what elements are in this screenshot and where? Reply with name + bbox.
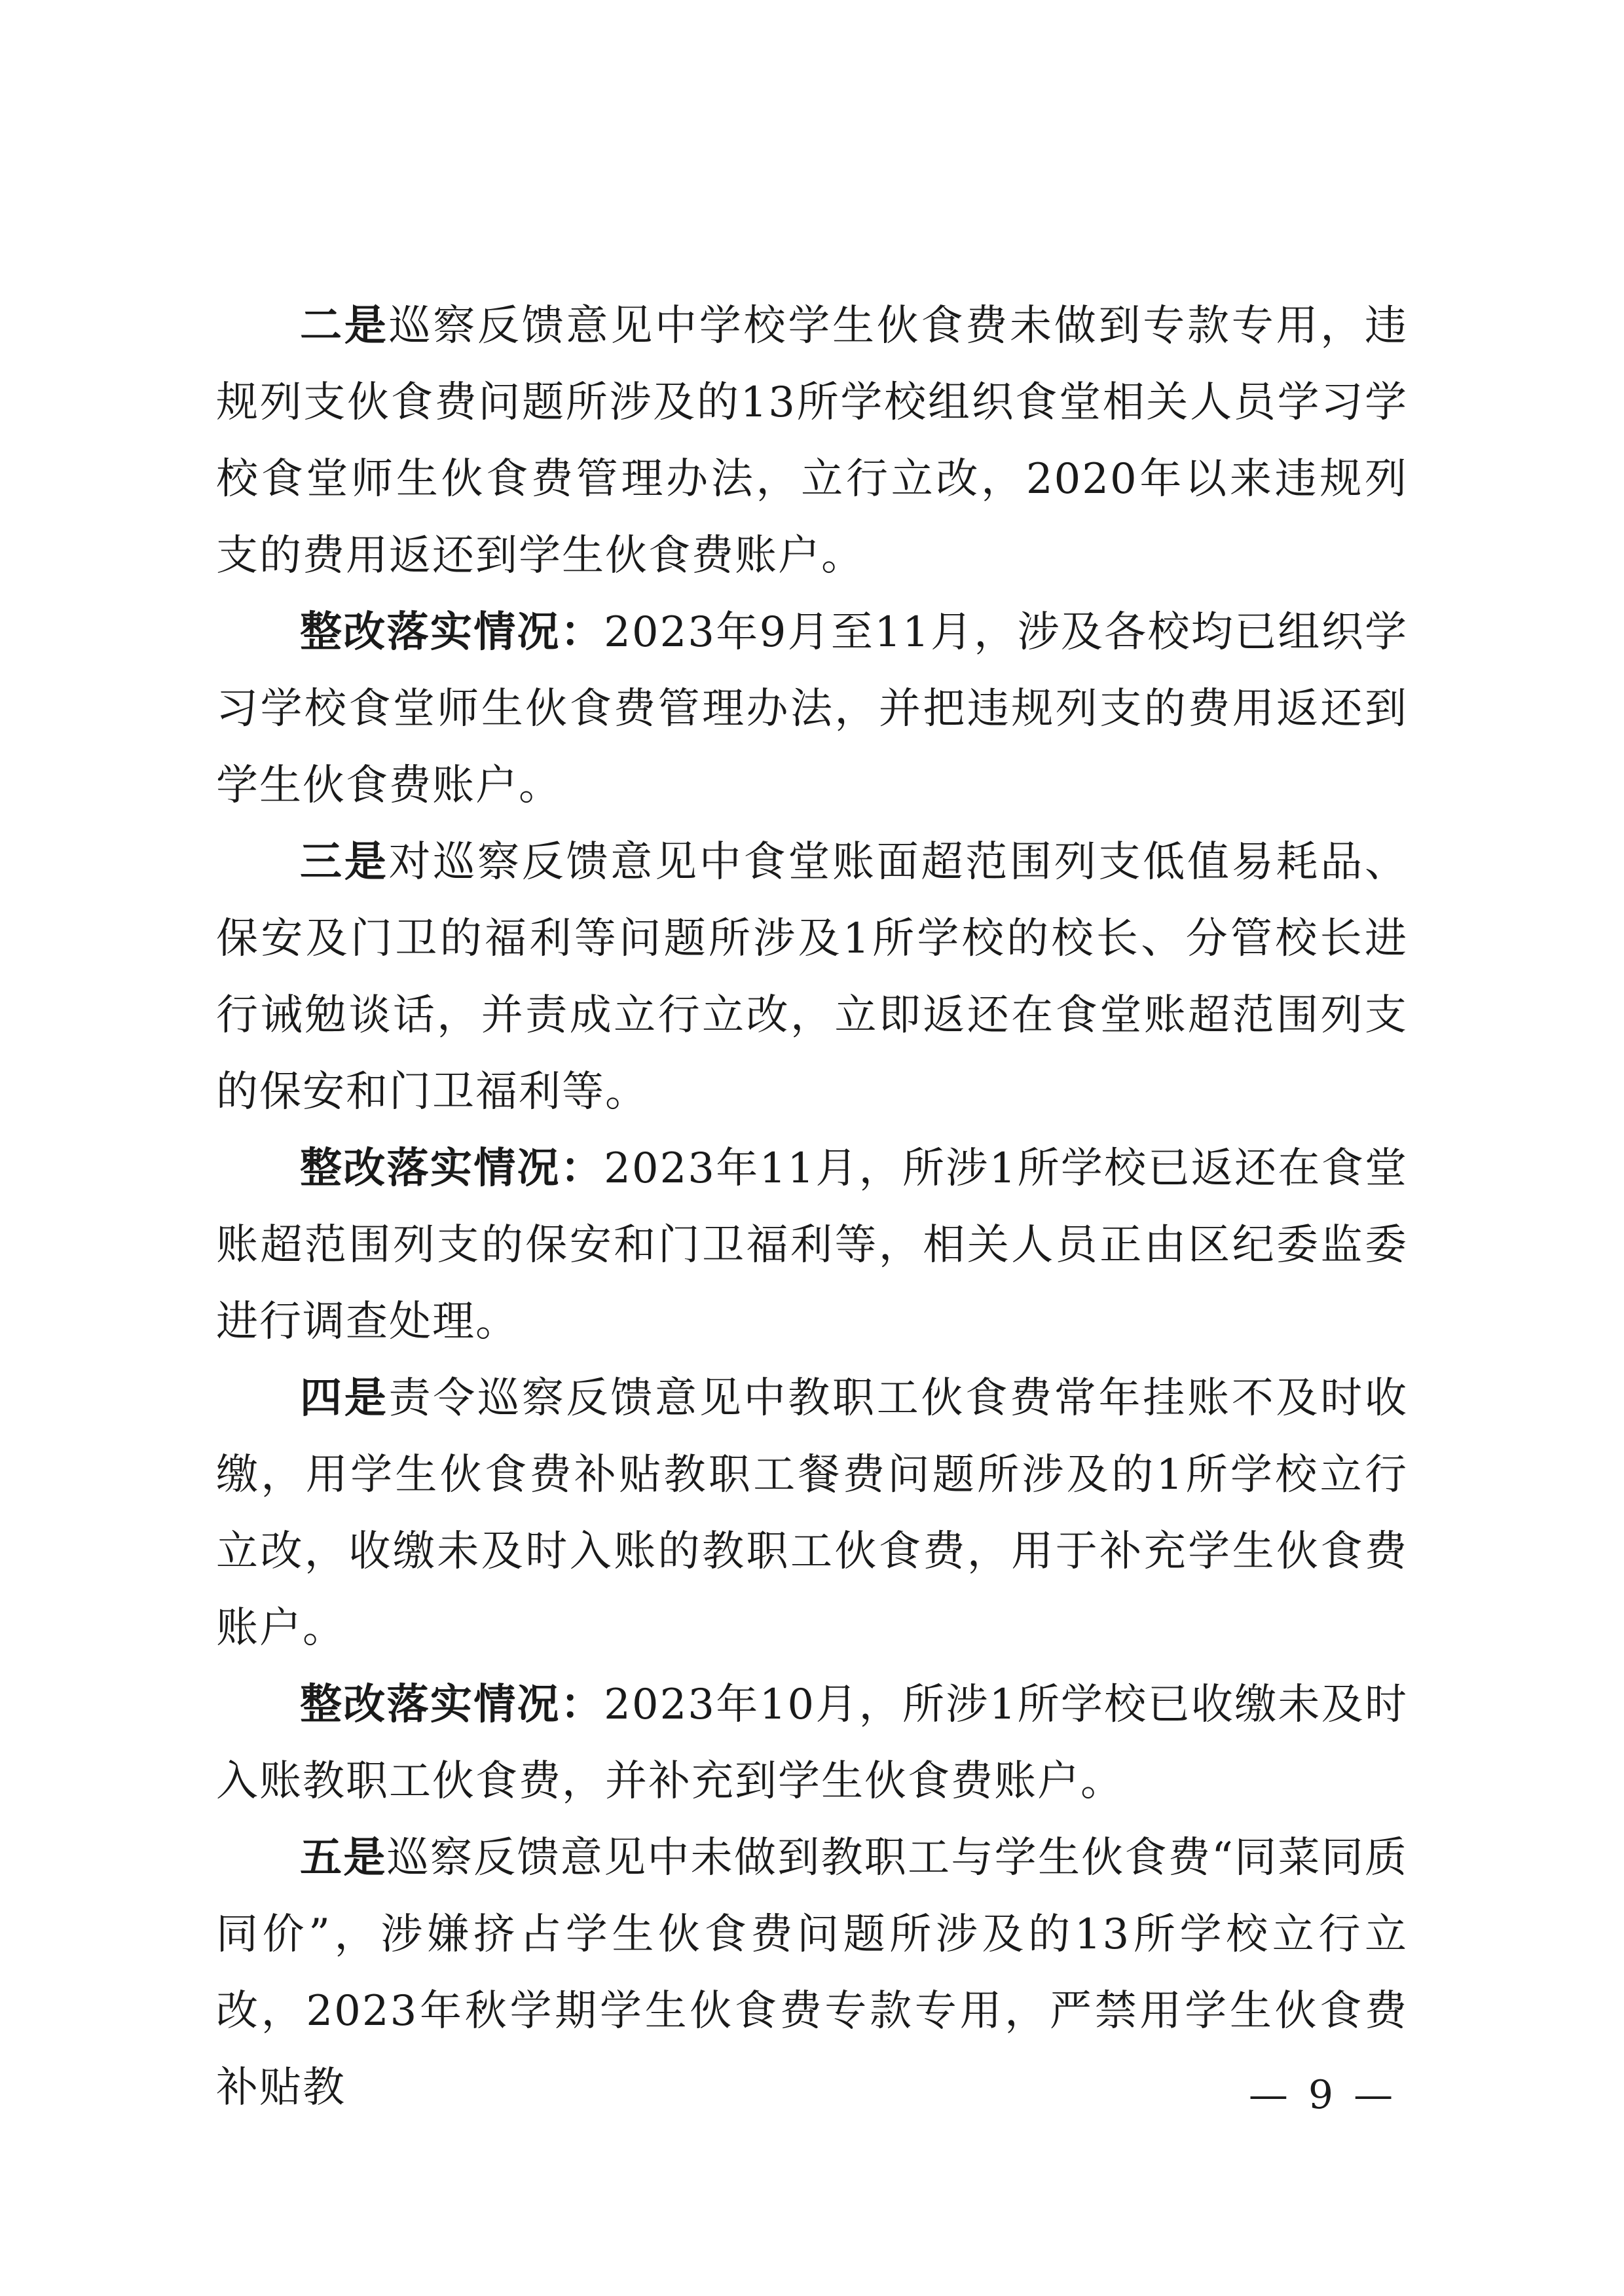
paragraph-text: 2023年9月至11月，涉及各校均已组织学习学校食堂师生伙食费管理办法，并把违规列支的费用返还到学生伙食费账户。 — [216, 608, 1409, 810]
paragraph-text: 2023年11月，所涉1所学校已返还在食堂账超范围列支的保安和门卫福利等，相关人员正由区纪委监委进行调查处理。 — [216, 1144, 1409, 1346]
paragraph-lead: 三是 — [300, 838, 389, 886]
paragraph-er-shi — [216, 288, 1408, 594]
paragraph-text: 责令巡察反馈意见中教职工伙食费常年挂账不及时收缴，用学生伙食费补贴教职工餐费问题所涉及的1所学校立行立改，收缴未及时入账的教职工伙食费，用于补充学生伙食费账户。 — [216, 1374, 1408, 1652]
paragraph-rectification-1 — [216, 594, 1408, 824]
paragraph-rectification-3 — [216, 1667, 1408, 1820]
paragraph-lead: 五是 — [300, 1834, 387, 1882]
paragraph-text: 巡察反馈意见中学校学生伙食费未做到专款专用，违规列支伙食费问题所涉及的13所学校组织食堂相关人员学习学校食堂师生伙食费管理办法，立行立改，2020年以来违规列支的费用返还到学生伙食费账户。 — [216, 302, 1408, 580]
paragraph-text: 2023年10月，所涉1所学校已收缴未及时入账教职工伙食费，并补充到学生伙食费账户。 — [216, 1681, 1409, 1806]
paragraph-rectification-2 — [216, 1131, 1408, 1360]
paragraph-text: 对巡察反馈意见中食堂账面超范围列支低值易耗品、保安及门卫的福利等问题所涉及1所学校的校长、分管校长进行诫勉谈话，并责成立行立改，立即返还在食堂账超范围列支的保安和门卫福利等。 — [216, 838, 1408, 1116]
paragraph-si-shi — [216, 1360, 1408, 1667]
page-number: — 9 — — [1248, 2072, 1397, 2118]
paragraph-text: 巡察反馈意见中未做到教职工与学生伙食费“同菜同质同价”，涉嫌挤占学生伙食费问题所涉及的13所学校立行立改，2023年秋学期学生伙食费专款专用，严禁用学生伙食费补贴教 — [216, 1834, 1409, 2112]
paragraph-lead: 四是 — [300, 1374, 389, 1423]
paragraph-lead: 整改落实情况： — [300, 1144, 604, 1193]
paragraph-lead: 整改落实情况： — [300, 608, 604, 657]
paragraph-lead: 二是 — [300, 302, 389, 350]
paragraph-san-shi — [216, 824, 1408, 1131]
page-body — [216, 288, 1408, 2126]
paragraph-lead: 整改落实情况： — [300, 1681, 604, 1729]
